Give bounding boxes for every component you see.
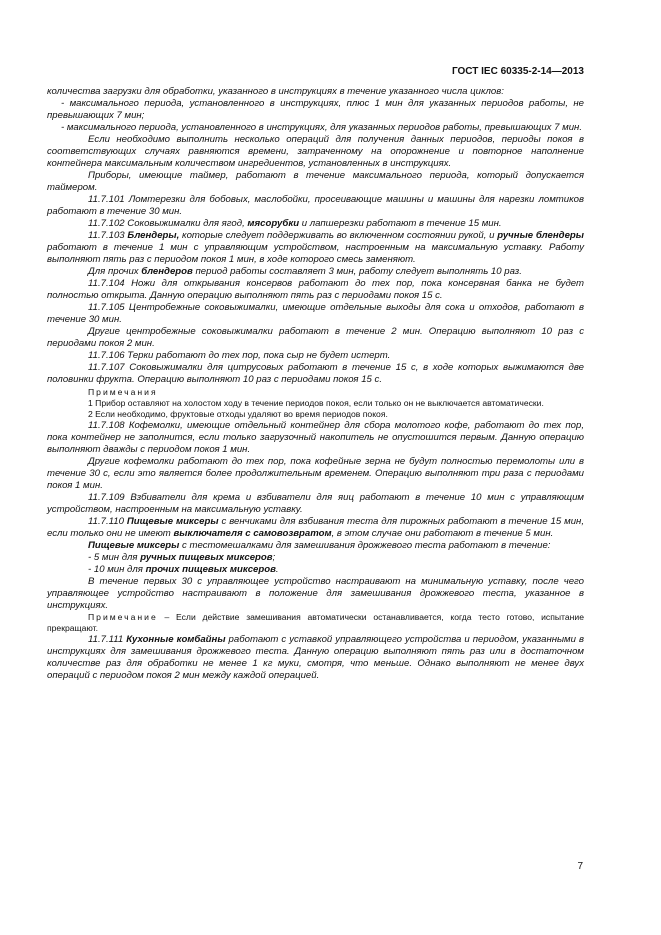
clause-11-7-108: 11.7.108 Кофемолки, имеющие отдельный контейнер для сбора молотого кофе, работают до тех пор, пока контейнер не заполнится, если только загрузочный накопитель не опустошится первым. Данную операцию выполняют дважды с периодом покоя 1 мин.: [47, 420, 584, 455]
clause-11-7-102: 11.7.102 Соковыжималки для ягод, мясорубки и лапшерезки работают в течение 15 мин.: [88, 218, 502, 229]
body-text: [47, 86, 584, 682]
standard-header: ГОСТ IEC 60335-2-14—2013: [451, 66, 584, 77]
page-number: 7: [577, 861, 583, 872]
paragraph: В течение первых 30 с управляющее устройство настраивают на минимальную уставку, после чего управляющее устройство настраивают в положение для замешивания дрожжевого теста, указанное в инструкциях.: [47, 576, 584, 611]
notes-heading: Примечания: [88, 387, 158, 397]
note-item: Примечание – Если действие замешивания автоматически останавливается, когда тесто готово, испытание прекращают.: [47, 612, 584, 633]
clause-11-7-107: 11.7.107 Соковыжималки для цитрусовых работают в течение 15 с, в ходе которых выжимаются две половинки фрукта. Операцию выполняют 10 раз с периодами покоя 15 с.: [47, 362, 584, 385]
paragraph: Если необходимо выполнить несколько операций для получения данных периодов, периоды покоя в соответствующих случаях равняются времени, затраченному на опорожнение и повторное наполнение контейнера максимальным количеством ингредиентов, установленных в инструкциях.: [47, 134, 584, 169]
paragraph: Пищевые миксеры с тестомешалками для замешивания дрожжевого теста работают в течение:: [88, 540, 551, 551]
clause-11-7-109: 11.7.109 Взбиватели для крема и взбиватели для яиц работают в течение 10 мин с управляющим устройством, настроенным на максимальную уставку.: [47, 492, 584, 515]
clause-11-7-110: 11.7.110 Пищевые миксеры с венчиками для взбивания теста для пирожных работают в течение 15 мин, если только они не имеют выключателя с самовозвратом, в этом случае они работают в течение 5 мин.: [47, 516, 584, 539]
paragraph: количества загрузки для обработки, указанного в инструкциях в течение указанного числа циклов:: [47, 86, 504, 97]
note-label: Примечание: [88, 612, 158, 622]
clause-11-7-103: 11.7.103 Блендеры, которые следует поддерживать во включенном состоянии рукой, и ручные блендеры работают в течение 1 мин с управляющим устройством, настроенным на максимальную уставку. Работу выполняют пять раз с периодом покоя 1 мин, в ходе которого смесь заменяют.: [47, 230, 584, 265]
paragraph: Приборы, имеющие таймер, работают в течение максимального периода, который допускается таймером.: [47, 170, 584, 193]
clause-11-7-111: 11.7.111 Кухонные комбайны работают с уставкой управляющего устройства и периодом, указанными в инструкциях для замешивания дрожжевого теста. Данную операцию выполняют пять раз или в достаточном количестве раз для обработки не менее 1 кг муки, смотря, что меньше. Однако выполняют не менее двух операций с периодом покоя 2 мин между каждой операцией.: [47, 634, 585, 681]
clause-11-7-106: 11.7.106 Терки работают до тех пор, пока сыр не будет истерт.: [88, 350, 391, 361]
paragraph: Другие центробежные соковыжималки работают в течение 2 мин. Операцию выполняют 10 раз с периодами покоя 2 мин.: [47, 326, 584, 349]
clause-11-7-101: 11.7.101 Ломтерезки для бобовых, маслобойки, просеивающие машины и машины для нарезки ломтиков работают в течение 30 мин.: [47, 194, 584, 217]
list-item: - 5 мин для ручных пищевых миксеров;: [88, 552, 276, 563]
paragraph: Другие кофемолки работают до тех пор, пока кофейные зерна не будут полностью перемолоты или в течение 30 с, если это является более продолжительным временем. Операцию выполняют три раза с периодами покоя 1 мин.: [47, 456, 584, 491]
clause-11-7-105: 11.7.105 Центробежные соковыжималки, имеющие отдельные выходы для сока и отходов, работают в течение 30 мин.: [47, 302, 584, 325]
list-item: - 10 мин для прочих пищевых миксеров.: [88, 564, 279, 575]
note-item: 2 Если необходимо, фруктовые отходы удаляют во время периодов покоя.: [88, 409, 388, 419]
note-item: 1 Прибор оставляют на холостом ходу в течение периодов покоя, если только он не выключается автоматически.: [88, 398, 544, 408]
list-item: - максимального периода, установленного в инструкциях, плюс 1 мин для указанных периодов работы, не превышающих 7 мин;: [47, 98, 584, 121]
clause-11-7-104: 11.7.104 Ножи для открывания консервов работают до тех пор, пока консервная банка не будет полностью открыта. Данную операцию выполняют пять раз с периодами покоя 15 с.: [47, 278, 584, 301]
paragraph: Для прочих блендеров период работы составляет 3 мин, работу следует выполнять 10 раз.: [88, 266, 522, 277]
list-item: - максимального периода, установленного в инструкциях, для указанных периодов работы, превышающих 7 мин.: [61, 122, 582, 133]
